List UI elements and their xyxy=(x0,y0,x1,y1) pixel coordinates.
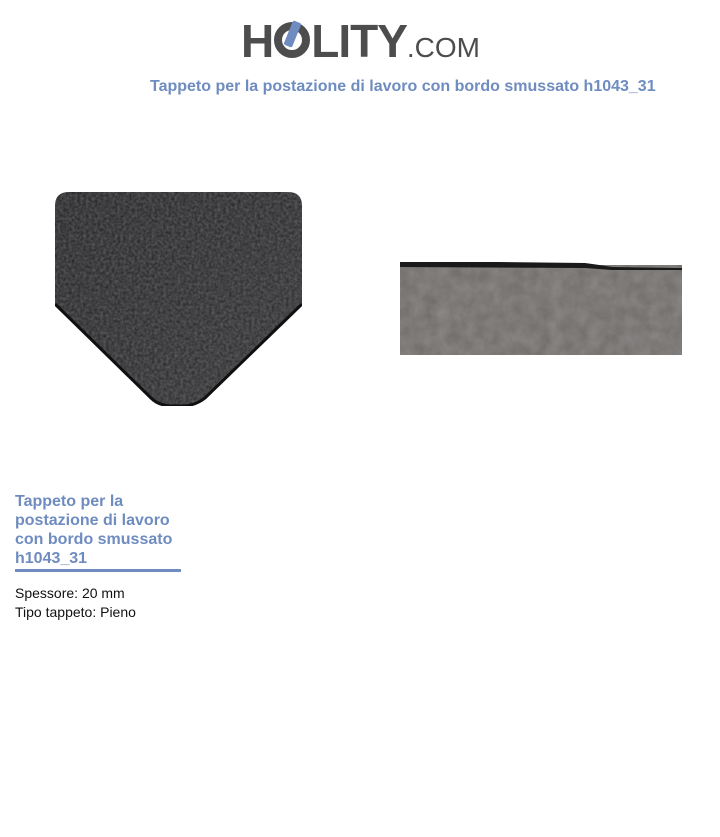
logo-letters-lity: LITY xyxy=(311,15,407,67)
spec-value: 20 mm xyxy=(81,585,125,601)
spec-label: Spessore: xyxy=(15,585,79,601)
product-name: Tappeto per la postazione di lavoro con bordo smussato h1043_31 xyxy=(15,492,181,572)
spec-mat-type xyxy=(15,603,136,622)
site-logo[interactable] xyxy=(241,12,481,70)
logo-tld: .COM xyxy=(406,32,481,63)
page-title: Tappeto per la postazione di lavoro con bordo smussato h1043_31 xyxy=(150,78,656,95)
spec-thickness xyxy=(15,584,136,603)
product-specs xyxy=(15,584,136,622)
spec-label: Tipo tappeto: xyxy=(15,604,97,620)
logo-letter-h: H xyxy=(241,15,274,67)
mat-top-view-image xyxy=(55,192,302,406)
logo-wordmark xyxy=(241,14,480,75)
spec-value: Pieno xyxy=(100,604,136,620)
mat-edge-view-image xyxy=(400,258,682,355)
logo-ring-icon xyxy=(274,22,310,58)
